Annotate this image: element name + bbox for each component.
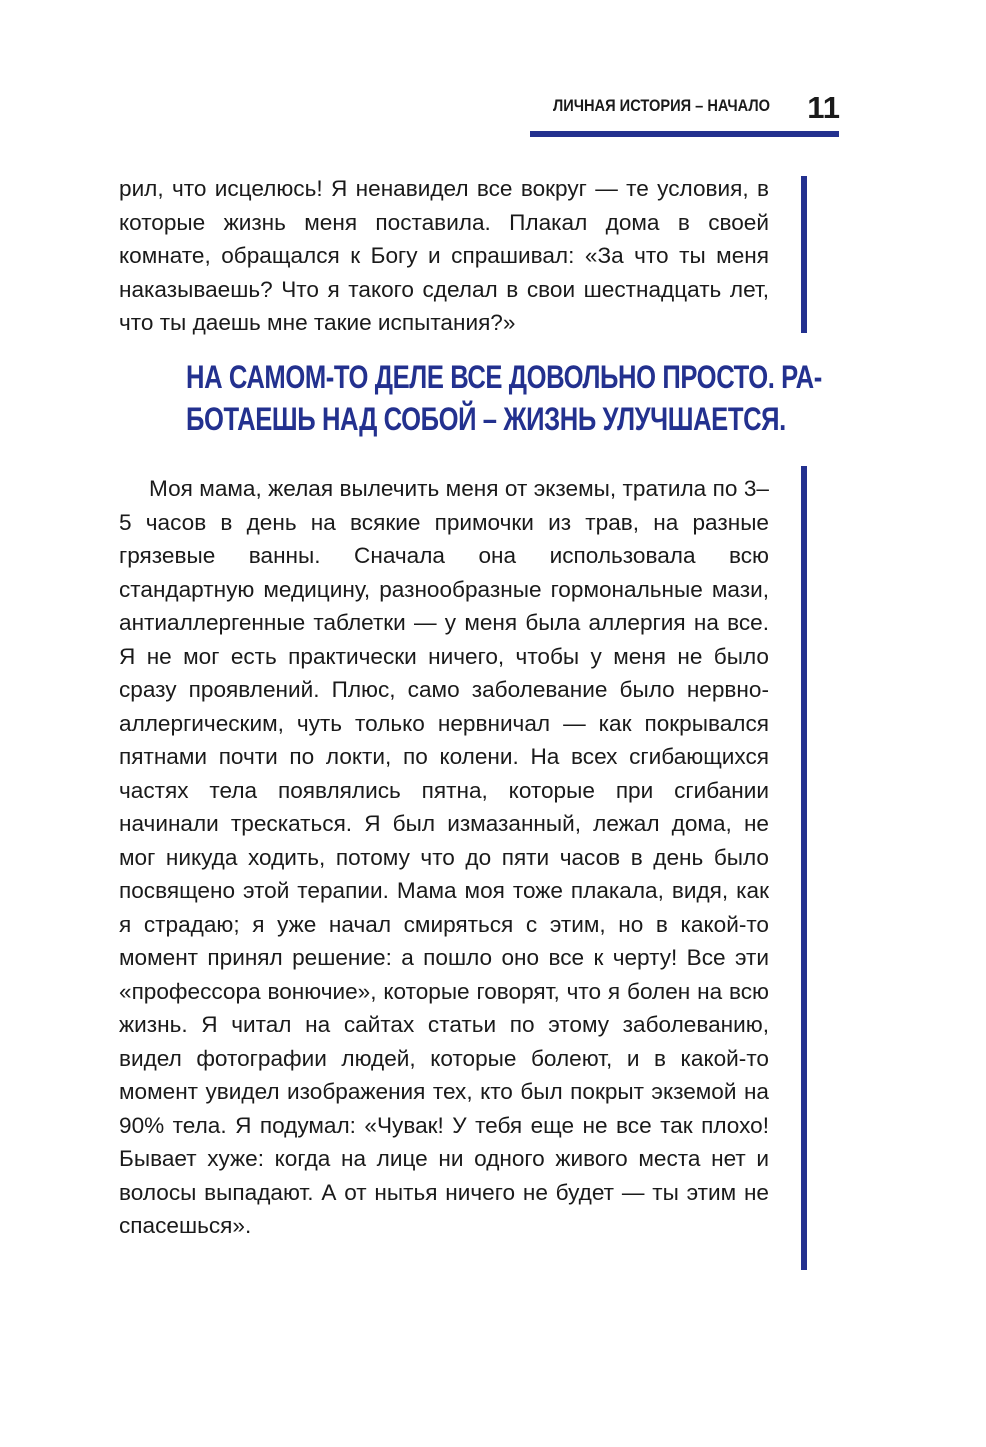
header-rule [530,131,839,137]
paragraph: рил, что исцелюсь! Я ненавидел все вокруг — те условия, в которые жизнь меня поставила. Плакал дома в своей комнате, обращался к Богу и спрашивал: «За что ты меня наказываешь? Что я такого сделал в свои шестнадцать лет, что ты даешь мне такие испытания?» [119,176,769,335]
paragraph: Моя мама, желая вылечить меня от экземы, тратила по 3–5 часов в день на всякие примочки из трав, на разные грязевые ванны. Сначала она использовала всю стандартную медицину, разнообразные гормональные мази, антиаллергенные таблетки — у меня была аллергия на все. Я не мог есть практически ничего, чтобы у меня не было сразу проявлений. Плюс, само заболевание было нервно-аллергическим, чуть только нервничал — как покрывался пятнами почти по локти, по колени. На всех сгибающихся частях тела появлялись пятна, которые при сгибании начинали трескаться. Я был измазанный, лежал дома, не мог никуда ходить, потому что до пяти часов в день было посвящено этой терапии. Мама моя тоже плакала, видя, как я страдаю; я уже начал смиряться с этим, но в какой-то момент принял решение: а пошло оно все к черту! Все эти «профессора вонючие», которые говорят, что я болен на всю жизнь. Я читал на сайтах статьи по этому заболеванию, видел фотографии людей, которые болеют, и в какой-то момент увидел изображения тех, кто был покрыт экземой на 90% тела. Я подумал: «Чувак! У тебя еще не все так плохо! Бывает хуже: когда на лице ни одного живого места нет и волосы выпадают. А от нытья ничего не будет — ты этим не спасешься». [119,476,769,1238]
text-block-top [119,172,769,340]
page-number: 11 [807,90,840,125]
pull-quote-line: НА САМОМ-ТО ДЕЛЕ ВСЕ ДОВОЛЬНО ПРОСТО. РА- [186,359,822,395]
text-block-main [119,472,769,1243]
running-header-title: ЛИЧНАЯ ИСТОРИЯ – НАЧАЛО [552,96,770,115]
pull-quote-line: БОТАЕШЬ НАД СОБОЙ – ЖИЗНЬ УЛУЧШАЕТСЯ. [186,401,786,437]
margin-bar-top [801,176,807,333]
pull-quote [186,356,846,440]
margin-bar-main [801,466,807,1270]
